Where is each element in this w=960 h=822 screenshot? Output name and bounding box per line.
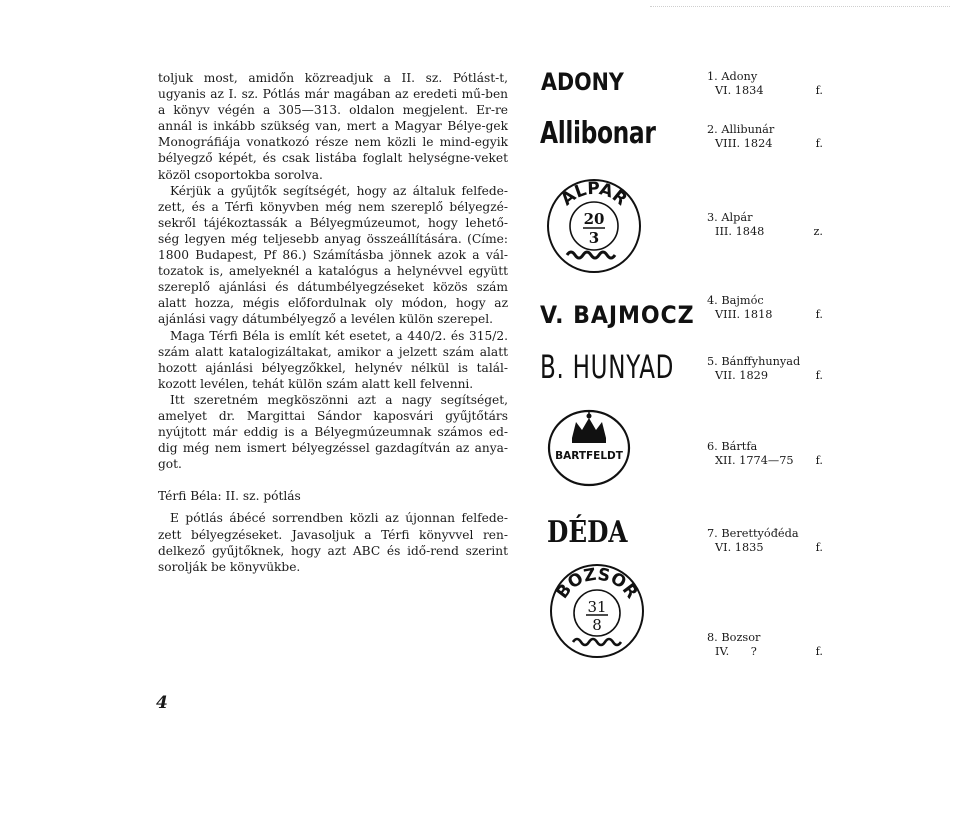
- entry-date: VIII. 1824 f.: [715, 137, 823, 150]
- catalog-entry: [707, 123, 823, 151]
- stamp-alpar-num-bottom: 3: [588, 229, 600, 247]
- spacer: [158, 472, 508, 488]
- stamp-bozsor-num-bottom: 8: [592, 616, 602, 634]
- catalog-entry: [707, 211, 823, 239]
- entry-status: f.: [815, 308, 823, 321]
- entry-name: 2. Allibunár: [707, 123, 775, 136]
- stamp-alpar-name: ALPAR: [557, 178, 631, 210]
- entry-date: III. 1848 z.: [715, 225, 823, 238]
- paragraph-3: Maga Térfi Béla is említ két esetet, a 440/2. és 315/2. szám alatt katalogizáltakat, amikor a jelzett szám alatt hozott ajánlási bélyegzőkkel, helynév nélkül is talál-kozott levélen, tehát külön szám alatt kell felvenni.: [158, 328, 508, 391]
- entry-status: f.: [815, 84, 823, 97]
- top-scan-line: [650, 6, 950, 7]
- stamp-bozsor-circle: [547, 562, 647, 660]
- entry-date: XII. 1774—75 f.: [715, 454, 823, 467]
- section-title: Térfi Béla: II. sz. pótlás: [158, 489, 301, 504]
- catalog-entry: [707, 355, 823, 383]
- entry-name: 4. Bajmóc: [707, 294, 764, 307]
- stamp-allibonar: Allibonar: [540, 116, 656, 151]
- entry-name: 5. Bánffyhunyad: [707, 355, 801, 368]
- entry-status: f.: [815, 541, 823, 554]
- stamp-bozsor-arc-text: [552, 565, 641, 603]
- entry-date: VII. 1829 f.: [715, 369, 823, 382]
- entry-date: VI. 1834 f.: [715, 84, 823, 97]
- stamp-bozsor-ornament: [573, 639, 621, 645]
- entry-name: 6. Bártfa: [707, 440, 758, 453]
- catalog-entry: [707, 631, 823, 659]
- catalog-entry: [707, 440, 823, 468]
- catalog-entry: [707, 294, 823, 322]
- paragraph-2: Kérjük a gyűjtők segítségét, hogy az általuk felfede-zett, és a Térfi könyvben még nem szereplő bélyegzé-sekről tájékoztassák a Bélyegmúzeumot, hogy lehető-ség legyen még teljesebb anyag összeállítására. (Címe: 1800 Budapest, Pf 86.) Számításba jönnek azok a vál-tozatok is, amelyeknél a katalógus a helynévvel együtt szereplő ajánlási és dátumbélyegzéseket közös szám alatt hozza, mégis előfordulnak oly módon, hogy az ajánlási vagy dátumbélyegző a levélen külön szerepel.: [158, 183, 508, 327]
- stamp-alpar-num-top: 20: [583, 210, 605, 228]
- entry-status: f.: [815, 645, 823, 658]
- catalog-entry: [707, 527, 823, 555]
- entry-status: z.: [813, 225, 823, 238]
- entry-date: IV. ? f.: [715, 645, 823, 658]
- paragraph-5: E pótlás ábécé sorrendben közli az újonnan felfede-zett bélyegzéseket. Javasoljuk a Térfi könyvvel ren-delkező gyűjtőknek, hogy azt ABC és idő-rend szerint sorolják be könyvükbe.: [158, 511, 508, 574]
- paragraph-1: toljuk most, amidőn közreadjuk a II. sz. Pótlást-t, ugyanis az I. sz. Pótlás már magában az eredeti mű-ben a könyv végén a 305—313. oldalon megjelent. Er-re annál is inkább szükség van, mert a Magyar Bélye-gek Monográfiája vonatkozó része nem közli le mind-egyik bélyegző képét, és csak listába foglalt helységne-veket közöl csoportokba sorolva.: [158, 71, 508, 182]
- entry-name: 8. Bozsor: [707, 631, 761, 644]
- paragraph-4: Itt szeretném megköszönni azt a nagy segítséget, amelyet dr. Margittai Sándor kaposvári gyűjtőtárs nyújtott már eddig is a Bélyegmúzeumnak számos ed-dig még nem ismert bélyegzéssel gazdagítván az anya-got.: [158, 392, 508, 472]
- entry-name: 1. Adony: [707, 70, 758, 83]
- entry-date: VIII. 1818 f.: [715, 308, 823, 321]
- stamp-alpar-circle: [545, 177, 643, 275]
- page-number: 4: [156, 693, 168, 713]
- stamp-bhunyad: B. HUNYAD: [540, 348, 675, 386]
- stamp-bozsor-num-top: 31: [587, 598, 607, 616]
- entry-status: f.: [815, 454, 823, 467]
- entry-status: f.: [815, 137, 823, 150]
- stamp-deda: DÉDA: [547, 515, 628, 550]
- crown-icon: [572, 411, 606, 443]
- stamp-adony: ADONY: [541, 68, 624, 96]
- entry-name: 3. Alpár: [707, 211, 753, 224]
- stamp-bajmocz: V. BAJMOCZ: [540, 301, 695, 329]
- entry-name: 7. Berettyóđéda: [707, 527, 799, 540]
- stamp-alpar-arc-text: [557, 179, 631, 210]
- body-text-column: [158, 70, 508, 575]
- stamp-alpar-ornament: [567, 252, 615, 258]
- stamp-bartfa-oval: [546, 408, 632, 488]
- catalog-entry: [707, 70, 823, 98]
- entry-status: f.: [815, 369, 823, 382]
- stamp-bartfa-name: BARTFELDT: [555, 450, 623, 462]
- stamp-bozsor-name: BOZSOR: [552, 564, 642, 603]
- entry-date: VI. 1835 f.: [715, 541, 823, 554]
